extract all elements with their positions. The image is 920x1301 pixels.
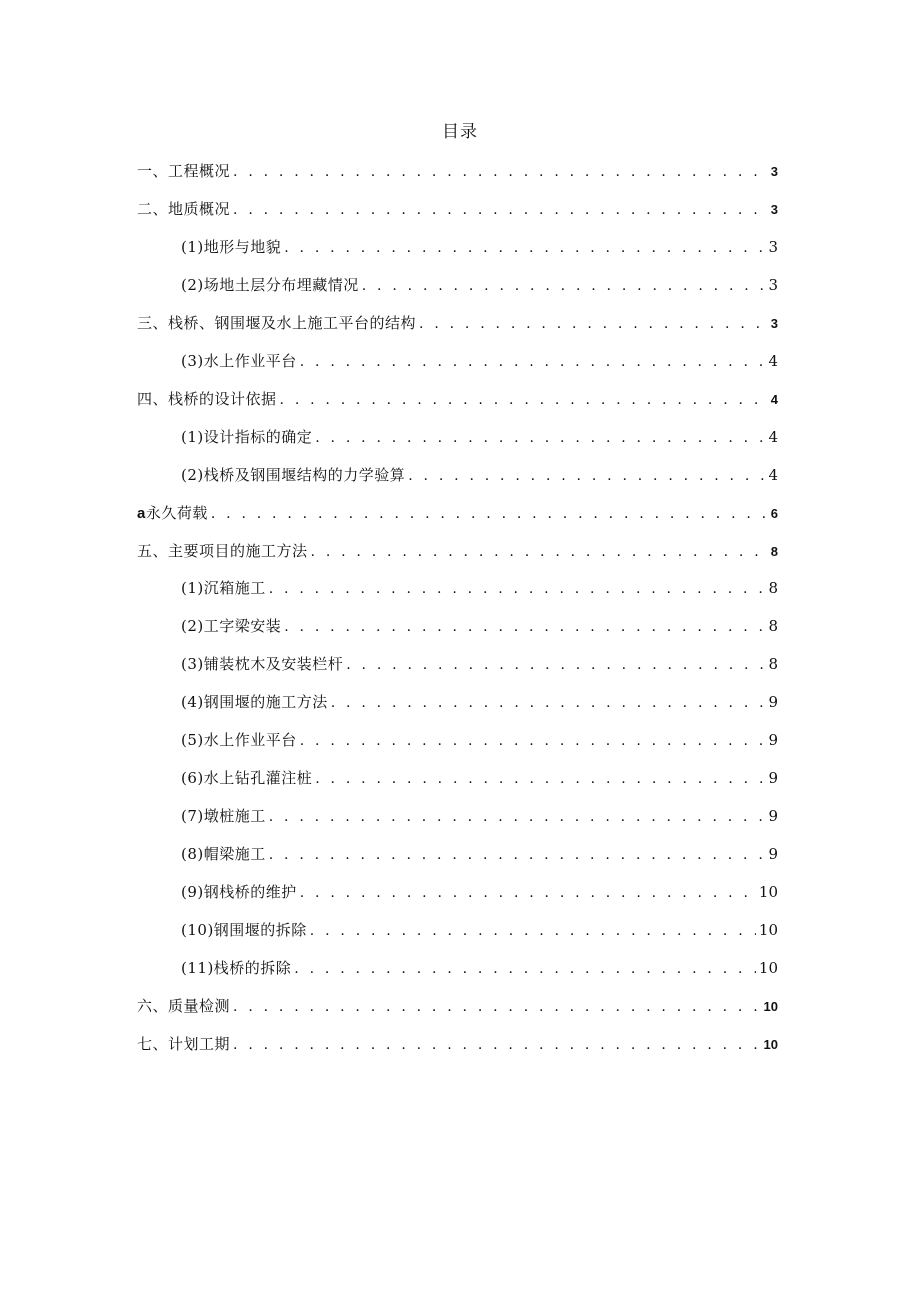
toc-entry-page-number: 10 — [763, 1036, 778, 1052]
toc-entry-page-number: 10 — [758, 921, 778, 939]
toc-dot-leader — [269, 578, 766, 600]
toc-dot-leader — [315, 768, 765, 790]
toc-entry-page-number: 3 — [768, 237, 778, 256]
toc-entry-page-number: 10 — [763, 998, 778, 1014]
toc-entry[interactable] — [181, 236, 778, 258]
toc-entry-page-number: 8 — [770, 543, 778, 559]
toc-entry-page-number: 6 — [770, 505, 778, 521]
toc-dot-leader — [269, 806, 766, 828]
toc-entry-label: (7)墩桩施工 — [181, 807, 266, 826]
toc-entry[interactable] — [181, 350, 778, 372]
toc-entry-label: a永久荷载 — [137, 503, 208, 522]
toc-entry-label: 一、工程概况 — [137, 162, 231, 180]
toc-dot-leader — [211, 503, 768, 525]
toc-entry[interactable] — [181, 653, 778, 675]
toc-entry-page-number: 3 — [770, 201, 778, 217]
toc-dot-leader — [300, 730, 766, 752]
toc-entry-page-number: 10 — [758, 883, 778, 902]
toc-dot-leader — [284, 616, 765, 638]
toc-entry-label: 三、栈桥、钢围堰及水上施工平台的结构 — [137, 313, 417, 332]
toc-entry[interactable] — [181, 577, 778, 599]
toc-entry-label: 五、主要项目的施工方法 — [137, 541, 308, 560]
toc-entry-label: (2)工字梁安装 — [181, 617, 282, 636]
toc-entry-label: (2)栈桥及钢围堰结构的力学验算 — [181, 465, 406, 484]
toc-dot-leader — [310, 920, 756, 942]
toc-entry-page-number: 9 — [768, 731, 778, 750]
toc-entry-page-number: 4 — [770, 391, 778, 407]
toc-entry-label: (3)铺装枕木及安装栏杆 — [181, 655, 344, 674]
toc-dot-leader — [233, 199, 768, 221]
toc-entry-label: (1)沉箱施工 — [181, 579, 266, 598]
toc-dot-leader — [284, 237, 765, 259]
toc-dot-leader — [346, 654, 765, 676]
toc-entry-page-number: 3 — [768, 275, 778, 294]
toc-entry[interactable] — [137, 312, 778, 334]
toc-dot-leader — [294, 958, 756, 980]
toc-dot-leader — [311, 541, 768, 563]
toc-entry-page-number: 3 — [770, 315, 778, 331]
toc-entry-page-number: 9 — [768, 693, 778, 712]
toc-entry[interactable] — [181, 426, 778, 448]
toc-dot-leader — [408, 465, 765, 487]
toc-entry-label: (8)帽梁施工 — [181, 845, 266, 864]
toc-entry[interactable] — [137, 160, 778, 182]
toc-entry-label: (5)水上作业平台 — [181, 731, 297, 750]
toc-entry[interactable] — [181, 957, 778, 979]
toc-entry[interactable] — [181, 843, 778, 865]
toc-dot-leader — [362, 275, 766, 297]
toc-entry[interactable] — [181, 691, 778, 713]
toc-entry-page-number: 8 — [768, 655, 778, 674]
toc-entry-label: 二、地质概况 — [137, 199, 231, 218]
toc-entry-page-number: 9 — [768, 845, 778, 864]
toc-dot-leader — [300, 882, 756, 904]
toc-entry[interactable] — [137, 1033, 778, 1055]
toc-dot-leader — [300, 351, 766, 373]
toc-entry-label: 四、栈桥的设计依据 — [137, 389, 277, 408]
toc-entry-label: (2)场地土层分布埋藏情况 — [181, 275, 359, 294]
toc-entry-page-number: 3 — [770, 164, 778, 179]
toc-entry[interactable] — [137, 995, 778, 1017]
toc-entry-label: (1)地形与地貌 — [181, 237, 282, 256]
toc-entry-page-number: 4 — [768, 427, 778, 446]
toc-entry[interactable] — [137, 540, 778, 562]
toc-dot-leader — [280, 389, 768, 411]
toc-entry[interactable] — [181, 274, 778, 296]
toc-title: 目录 — [442, 122, 478, 142]
toc-entry-page-number: 8 — [768, 579, 778, 598]
toc-entry-label: (10)钢围堰的拆除 — [181, 921, 307, 939]
toc-dot-leader — [233, 996, 761, 1018]
toc-entry[interactable] — [137, 502, 778, 524]
toc-entry[interactable] — [137, 388, 778, 410]
toc-dot-leader — [331, 692, 766, 714]
toc-entry[interactable] — [181, 464, 778, 486]
toc-entry[interactable] — [181, 729, 778, 751]
toc-entry[interactable] — [137, 198, 778, 220]
toc-entry-label: (6)水上钻孔灌注桩 — [181, 769, 313, 788]
toc-dot-leader — [233, 161, 768, 183]
toc-dot-leader — [233, 1034, 761, 1056]
toc-entry[interactable] — [181, 805, 778, 827]
toc-entry-page-number: 4 — [768, 465, 778, 484]
toc-dot-leader — [269, 844, 766, 866]
toc-entry[interactable] — [181, 615, 778, 637]
toc-entry-label: (3)水上作业平台 — [181, 351, 297, 370]
toc-entry[interactable] — [181, 881, 778, 903]
toc-entry-label: (11)栈桥的拆除 — [181, 958, 292, 977]
toc-entry-label: (9)钢栈桥的维护 — [181, 883, 297, 902]
toc-entry-label: (1)设计指标的确定 — [181, 427, 313, 446]
toc-entry[interactable] — [181, 919, 778, 941]
toc-entry-page-number: 8 — [768, 617, 778, 636]
toc-entry-page-number: 9 — [768, 807, 778, 826]
toc-entry-page-number: 4 — [768, 351, 778, 370]
toc-entry[interactable] — [181, 767, 778, 789]
toc-entry-label: (4)钢围堰的施工方法 — [181, 693, 328, 712]
toc-entry-label: 六、质量检测 — [137, 996, 231, 1015]
toc-entry-page-number: 10 — [758, 958, 778, 977]
toc-entry-label: 七、计划工期 — [137, 1034, 231, 1053]
toc-dot-leader — [419, 313, 768, 335]
toc-entry-page-number: 9 — [768, 769, 778, 788]
toc-dot-leader — [315, 427, 765, 449]
